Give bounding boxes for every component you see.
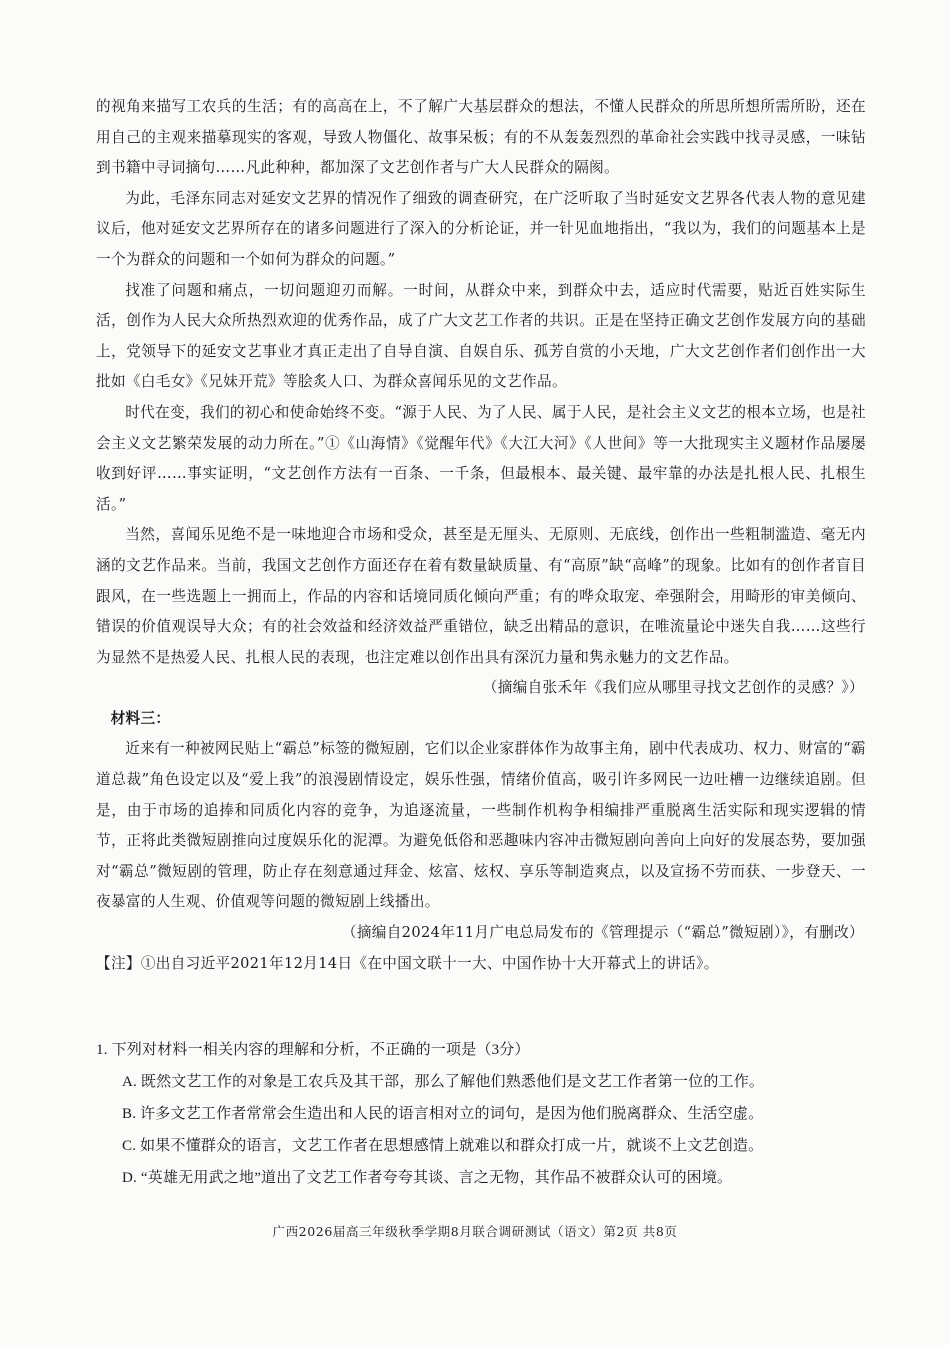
question-stem: 1. 下列对材料一相关内容的理解和分析，不正确的一项是（3分）: [96, 1042, 530, 1058]
material-two-paragraph: 为此，毛泽东同志对延安文艺界的情况作了细致的调查研究，在广泛听取了当时延安文艺界各代表人物的意见建议后，他对延安文艺界所存在的诸多问题进行了深入的分析论证，并一针见血地指出，“我以为，我们的问题基本上是一个为群众的问题和一个如何为群众的问题。”: [96, 189, 866, 268]
option-d: D. “英雄无用武之地”道出了文艺工作者夸夸其谈、言之无物，其作品不被群众认可的困境。: [122, 1170, 733, 1186]
material-two-paragraph: 时代在变，我们的初心和使命始终不变。“源于人民、为了人民、属于人民，是社会主义文艺的根本立场，也是社会主义文艺繁荣发展的动力所在。”①《山海情》《觉醒年代》《大江大河》《人世间》等一大批现实主义题材作品屡屡收到好评……事实证明，“文艺创作方法有一百条、一千条，但最根本、最关键、最牢靠的办法是扎根人民、扎根生活。”: [96, 403, 866, 513]
material-three-heading: 材料三：: [110, 709, 171, 727]
page-footer: 广西2026届高三年级秋季学期8月联合调研测试（语文）第2页 共8页: [272, 1224, 678, 1239]
material-two-paragraph: 找准了问题和痛点，一切问题迎刃而解。一时间，从群众中来，到群众中去，适应时代需要，贴近百姓实际生活，创作为人民大众所热烈欢迎的优秀作品，成了广大文艺工作者的共识。正是在坚持正确文艺创作发展方向的基础上，党领导下的延安文艺事业才真正走出了自导自演、自娱自乐、孤芳自赏的小天地，广大文艺创作者们创作出一大批如《白毛女》《兄妹开荒》等脍炙人口、为群众喜闻乐见的文艺作品。: [96, 281, 866, 391]
reading-material: [96, 92, 866, 979]
option-list: [96, 1066, 866, 1194]
material-three-source: （摘编自2024年11月广电总局发布的《管理提示（“霸总”微短剧）》，有删改）: [341, 924, 864, 942]
footnote: 【注】①出自习近平2021年12月14日《在中国文联十一大、中国作协十大开幕式上的讲话》。: [96, 954, 719, 972]
option-b: B. 许多文艺工作者常常会生造出和人民的语言相对立的词句，是因为他们脱离群众、生活空虚。: [122, 1106, 764, 1122]
material-two-paragraph: 的视角来描写工农兵的生活；有的高高在上，不了解广大基层群众的想法，不懂人民群众的所思所想所需所盼，还在用自己的主观来描摹现实的客观，导致人物僵化、故事呆板；有的不从轰轰烈烈的革命社会实践中找寻灵感，一味钻到书籍中寻词摘句……凡此种种，都加深了文艺创作者与广大人民群众的隔阂。: [96, 98, 866, 177]
material-two-source: （摘编自张禾年《我们应从哪里寻找文艺创作的灵感？》）: [482, 679, 864, 697]
option-a: A. 既然文艺工作的对象是工农兵及其干部，那么了解他们熟悉他们是文艺工作者第一位的工作。: [122, 1074, 765, 1090]
material-two-paragraph: 当然，喜闻乐见绝不是一味地迎合市场和受众，甚至是无厘头、无原则、无底线，创作出一些粗制滥造、毫无内涵的文艺作品来。当前，我国文艺创作方面还存在着有数量缺质量、有“高原”缺“高峰”的现象。比如有的创作者盲目跟风，在一些选题上一拥而上，作品的内容和话境同质化倾向严重；有的哗众取宠、牵强附会，用畸形的审美倾向、错误的价值观误导大众；有的社会效益和经济效益严重错位，缺乏出精品的意识，在唯流量论中迷失自我……这些行为显然不是热爱人民、扎根人民的表现，也注定难以创作出具有深沉力量和隽永魅力的文艺作品。: [96, 526, 866, 666]
option-c: C. 如果不懂群众的语言，文艺工作者在思想感情上就难以和群众打成一片，就谈不上文艺创造。: [122, 1138, 764, 1154]
material-three-paragraph: 近来有一种被网民贴上“霸总”标签的微短剧，它们以企业家群体作为故事主角，剧中代表成功、权力、财富的“霸道总裁”角色设定以及“爱上我”的浪漫剧情设定，娱乐性强，情绪价值高，吸引许多网民一边吐槽一边继续追剧。但是，由于市场的追捧和同质化内容的竞争，为追逐流量，一些制作机构争相编排严重脱离生活实际和现实逻辑的情节，正将此类微短剧推向过度娱乐化的泥潭。为避免低俗和恶趣味内容冲击微短剧向善向上向好的发展态势，要加强对“霸总”微短剧的管理，防止存在刻意通过拜金、炫富、炫权、享乐等制造爽点，以及宣扬不劳而获、一步登天、一夜暴富的人生观、价值观等问题的微短剧上线播出。: [96, 740, 866, 911]
question-block: [96, 1034, 866, 1194]
